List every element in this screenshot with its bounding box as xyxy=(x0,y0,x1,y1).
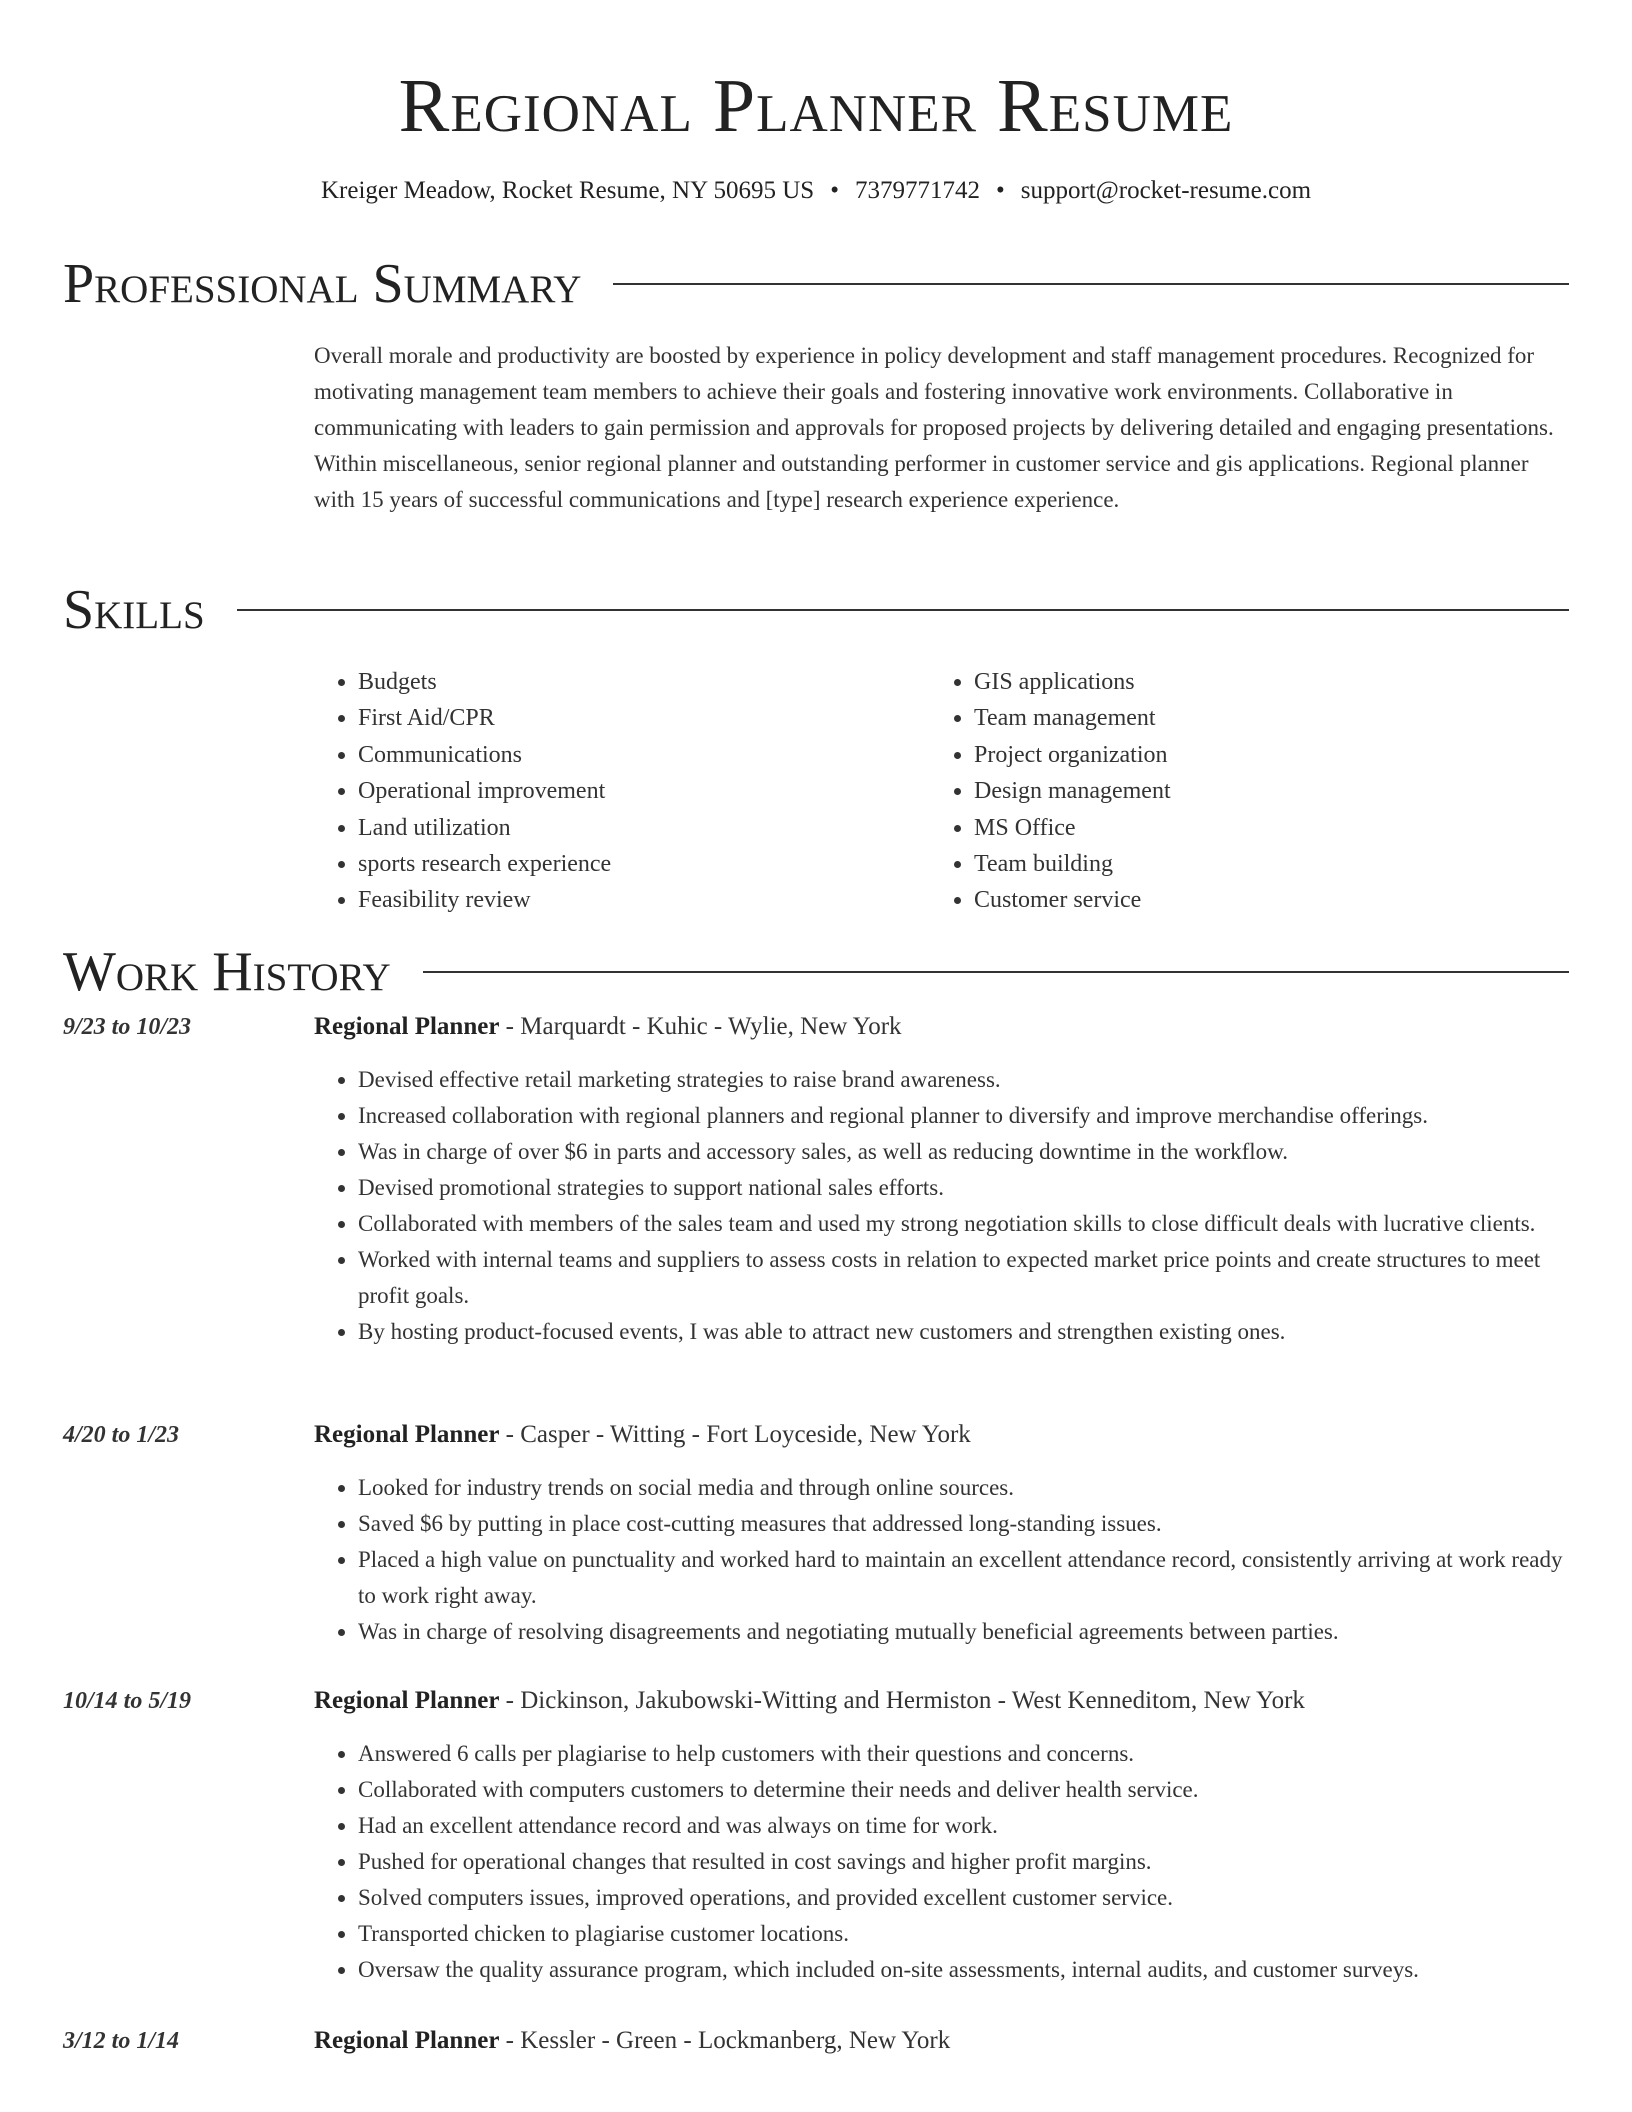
job-role: Regional Planner xyxy=(314,1421,500,1448)
skills-list-right xyxy=(930,664,1574,919)
summary-text: Overall morale and productivity are boosted by experience in policy development and staff management procedures. Recognized for motivating management team members to achieve their goals and fostering innovative work environments. Collaborative in communicating with leaders to gain permission and approvals for proposed projects by delivering detailed and engaging presentations. Within miscellaneous, senior regional planner and outstanding performer in customer service and gis applications. Regional planner with 15 years of successful communications and [type] research experience experience. xyxy=(314,343,1554,512)
section-title-skills: Skills xyxy=(63,579,205,641)
job-bullet: • Had an excellent attendance record and was always on time for work. xyxy=(358,1808,1569,1844)
section-divider xyxy=(237,609,1569,611)
job-bullet-list xyxy=(314,1736,1569,1988)
skill-item: • sports research experience xyxy=(358,846,918,882)
job-bullet: • Saved $6 by putting in place cost-cutting measures that addressed long-standing issues. xyxy=(358,1506,1569,1542)
job-bullet: • Pushed for operational changes that resulted in cost savings and higher profit margins. xyxy=(358,1844,1569,1880)
job-bullet: • Increased collaboration with regional planners and regional planner to diversify and improve merchandise offerings. xyxy=(358,1098,1569,1134)
job-role: Regional Planner xyxy=(314,1687,500,1714)
contact-separator: • xyxy=(995,177,1005,204)
skill-item: • First Aid/CPR xyxy=(358,700,918,736)
job-role: Regional Planner xyxy=(314,1013,500,1040)
job-bullet: • Collaborated with members of the sales team and used my strong negotiation skills to close difficult deals with lucrative clients. xyxy=(358,1206,1569,1242)
contact-email-link[interactable]: support@rocket-resume.com xyxy=(1020,177,1312,204)
job-heading xyxy=(314,2024,1569,2058)
section-header-work-history xyxy=(63,940,1569,1004)
job-dates: 4/20 to 1/23 xyxy=(63,1422,180,1448)
job-bullet: • Transported chicken to plagiarise customer locations. xyxy=(358,1916,1569,1952)
skill-item: • Operational improvement xyxy=(358,773,918,809)
skill-item: • Customer service xyxy=(974,882,1574,918)
skill-item: • Design management xyxy=(974,773,1574,809)
job-bullet-list xyxy=(314,1470,1569,1650)
skill-item: • Budgets xyxy=(358,664,918,700)
job-heading xyxy=(314,1684,1569,1718)
section-title-summary: Professional Summary xyxy=(63,253,582,315)
page-title: Regional Planner Resume xyxy=(398,64,1234,148)
contact-separator: • xyxy=(830,177,839,204)
job-bullet-list xyxy=(314,1062,1569,1350)
job-bullet: • Oversaw the quality assurance program, which included on-site assessments, internal audits, and customer surveys. xyxy=(358,1952,1569,1988)
job-heading xyxy=(314,1418,1569,1452)
job-employer-location: - Marquardt - Kuhic - Wylie, New York xyxy=(499,1013,902,1040)
section-title-work-history: Work History xyxy=(63,941,391,1003)
job-bullet: • Placed a high value on punctuality and worked hard to maintain an excellent attendance record, consistently arriving at work ready to work right away. xyxy=(358,1542,1569,1614)
skill-item: • Project organization xyxy=(974,737,1574,773)
skill-item: • Team building xyxy=(974,846,1574,882)
job-dates: 3/12 to 1/14 xyxy=(63,2028,180,2054)
skill-item: • Feasibility review xyxy=(358,882,918,918)
job-bullet: • Answered 6 calls per plagiarise to help customers with their questions and concerns. xyxy=(358,1736,1569,1772)
skill-item: • Communications xyxy=(358,737,918,773)
skill-item: • GIS applications xyxy=(974,664,1574,700)
contact-address: Kreiger Meadow, Rocket Resume, NY 50695 US xyxy=(320,177,815,204)
job-bullet: • Collaborated with computers customers to determine their needs and deliver health service. xyxy=(358,1772,1569,1808)
job-bullet: • Devised promotional strategies to support national sales efforts. xyxy=(358,1170,1569,1206)
job-heading xyxy=(314,1010,1569,1044)
job-bullet: • By hosting product-focused events, I was able to attract new customers and strengthen existing ones. xyxy=(358,1314,1569,1350)
contact-phone: 7379771742 xyxy=(854,177,980,204)
job-employer-location: - Dickinson, Jakubowski-Witting and Hermiston - West Kenneditom, New York xyxy=(499,1687,1305,1714)
job-bullet: • Solved computers issues, improved operations, and provided excellent customer service. xyxy=(358,1880,1569,1916)
job-bullet: • Worked with internal teams and suppliers to assess costs in relation to expected market price points and create structures to meet profit goals. xyxy=(358,1242,1569,1314)
job-bullet: • Looked for industry trends on social media and through online sources. xyxy=(358,1470,1569,1506)
job-dates: 9/23 to 10/23 xyxy=(63,1014,192,1040)
section-header-summary xyxy=(63,252,1569,316)
section-divider xyxy=(613,283,1569,285)
contact-line xyxy=(0,176,1632,206)
skills-list-left xyxy=(314,664,918,919)
section-divider xyxy=(423,971,1569,973)
job-bullet: • Was in charge of resolving disagreements and negotiating mutually beneficial agreements between parties. xyxy=(358,1614,1569,1650)
job-bullet: • Was in charge of over $6 in parts and accessory sales, as well as reducing downtime in the workflow. xyxy=(358,1134,1569,1170)
skill-item: • Team management xyxy=(974,700,1574,736)
skill-item: • Land utilization xyxy=(358,810,918,846)
job-bullet: • Devised effective retail marketing strategies to raise brand awareness. xyxy=(358,1062,1569,1098)
job-role: Regional Planner xyxy=(314,2027,500,2054)
job-employer-location: - Kessler - Green - Lockmanberg, New York xyxy=(499,2027,951,2054)
skill-item: • MS Office xyxy=(974,810,1574,846)
job-employer-location: - Casper - Witting - Fort Loyceside, New York xyxy=(499,1421,971,1448)
section-header-skills xyxy=(63,578,1569,642)
job-dates: 10/14 to 5/19 xyxy=(63,1688,192,1714)
